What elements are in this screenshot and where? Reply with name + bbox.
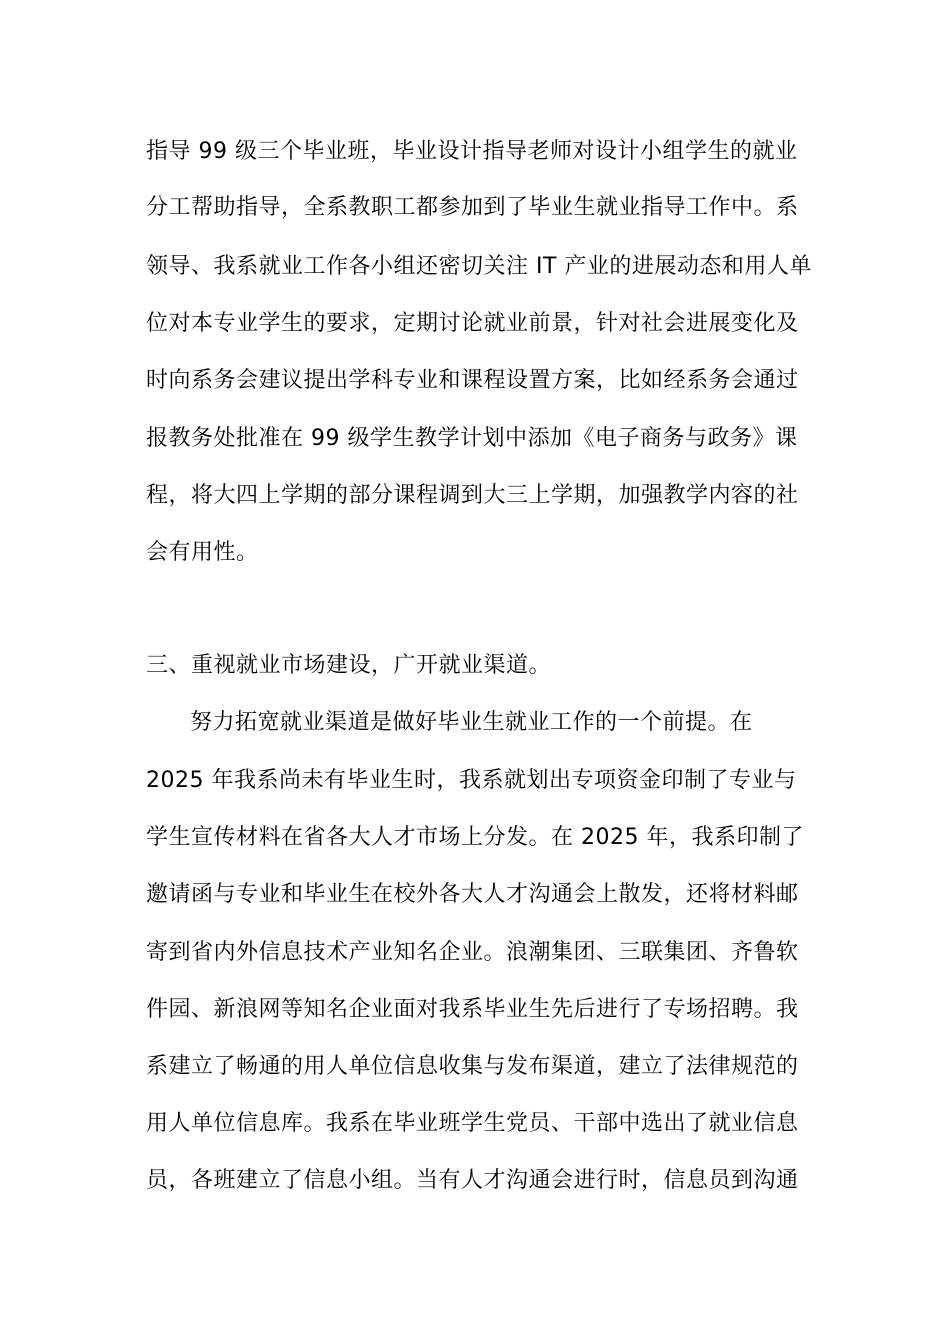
paragraph-2-line-3: 学生宣传材料在省各大人才市场上分发。在 2025 年，我系印制了 (146, 825, 804, 850)
paragraph-1-line-2: 分工帮助指导，全系教职工都参加到了毕业生就业指导工作中。系 (146, 195, 799, 220)
paragraph-1-line-6: 报教务处批准在 99 级学生教学计划中添加《电子商务与政务》课 (146, 426, 798, 451)
paragraph-1-line-3: 领导、我系就业工作各小组还密切关注 IT 产业的进展动态和用人单 (146, 254, 812, 279)
paragraph-2-line-6: 件园、新浪网等知名企业面对我系毕业生先后进行了专场招聘。我 (146, 997, 799, 1022)
paragraph-1-line-5: 时向系务会建议提出学科专业和课程设置方案，比如经系务会通过 (146, 368, 799, 393)
paragraph-2-line-1: 努力拓宽就业渠道是做好毕业生就业工作的一个前提。在 (190, 710, 753, 735)
paragraph-1-line-8: 会有用性。 (146, 540, 259, 565)
paragraph-2-line-9: 员，各班建立了信息小组。当有人才沟通会进行时，信息员到沟通 (146, 1168, 799, 1193)
paragraph-1-line-4: 位对本专业学生的要求，定期讨论就业前景，针对社会进展变化及 (146, 311, 799, 336)
section-heading: 三、重视就业市场建设，广开就业渠道。 (146, 653, 552, 678)
paragraph-2-line-2: 2025 年我系尚未有毕业生时，我系就划出专项资金印制了专业与 (146, 768, 797, 793)
paragraph-2-line-4: 邀请函与专业和毕业生在校外各大人才沟通会上散发，还将材料邮 (146, 882, 799, 907)
paragraph-2-line-7: 系建立了畅通的用人单位信息收集与发布渠道，建立了法律规范的 (146, 1054, 799, 1079)
paragraph-1-line-1: 指导 99 级三个毕业班，毕业设计指导老师对设计小组学生的就业 (146, 139, 798, 164)
paragraph-2-line-8: 用人单位信息库。我系在毕业班学生党员、干部中选出了就业信息 (146, 1111, 799, 1136)
paragraph-1-line-7: 程，将大四上学期的部分课程调到大三上学期，加强教学内容的社 (146, 483, 799, 508)
paragraph-2-line-5: 寄到省内外信息技术产业知名企业。浪潮集团、三联集团、齐鲁软 (146, 940, 799, 965)
